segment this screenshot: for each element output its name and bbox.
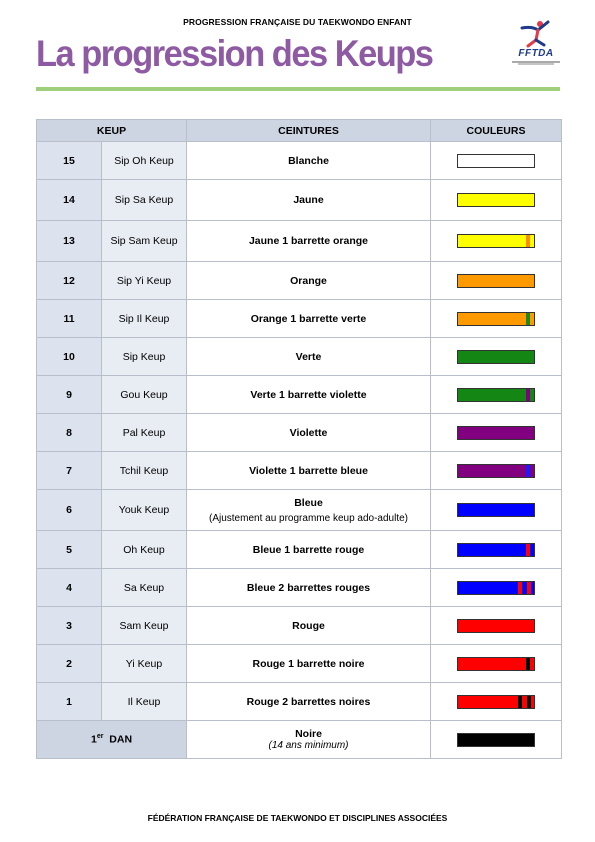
table-row — [37, 531, 562, 569]
belt-stripe — [527, 696, 531, 708]
table-row — [37, 142, 562, 180]
column-header-ceintures: CEINTURES — [187, 120, 431, 142]
belt-color-cell — [431, 531, 562, 569]
belt-swatch — [457, 464, 535, 478]
keup-name: Sam Keup — [102, 607, 187, 645]
dan-color-cell — [431, 721, 562, 759]
belt-color-cell — [431, 221, 562, 262]
keup-name: Sip Il Keup — [102, 300, 187, 338]
federation-logo — [510, 18, 562, 70]
belt-stripe — [527, 582, 531, 594]
keup-name: Sip Yi Keup — [102, 262, 187, 300]
green-divider — [36, 87, 560, 91]
belt-stripe — [518, 696, 522, 708]
belt-name: Rouge 1 barrette noire — [252, 657, 365, 670]
page-title: La progression des Keups — [36, 33, 433, 74]
keup-number: 13 — [37, 221, 102, 262]
table-row — [37, 569, 562, 607]
belt-name-cell — [187, 300, 431, 338]
table-row — [37, 414, 562, 452]
keup-number: 10 — [37, 338, 102, 376]
belt-swatch — [457, 426, 535, 440]
top-title: PROGRESSION FRANÇAISE DU TAEKWONDO ENFANT — [183, 17, 412, 27]
keup-table — [36, 119, 562, 759]
dan-text: DAN — [109, 733, 133, 746]
keup-number: 14 — [37, 180, 102, 221]
belt-name-cell — [187, 142, 431, 180]
table-row — [37, 180, 562, 221]
belt-name: Violette 1 barrette bleue — [249, 464, 368, 477]
belt-name: Verte — [295, 350, 322, 363]
belt-color-cell — [431, 569, 562, 607]
dan-ordinal: er — [96, 733, 104, 741]
belt-name-cell — [187, 645, 431, 683]
belt-color-cell — [431, 683, 562, 721]
belt-name: Jaune 1 barrette orange — [248, 235, 369, 247]
belt-stripe — [526, 658, 530, 670]
taekwondo-figure-icon — [510, 18, 562, 50]
keup-number: 8 — [37, 414, 102, 452]
dan-row — [37, 721, 562, 759]
belt-swatch — [457, 619, 535, 633]
keup-number: 15 — [37, 142, 102, 180]
belt-name-cell — [187, 683, 431, 721]
keup-name: Gou Keup — [102, 376, 187, 414]
belt-name-cell — [187, 221, 431, 262]
belt-name: Orange 1 barrette verte — [250, 312, 367, 325]
table-row — [37, 683, 562, 721]
belt-name-cell — [187, 452, 431, 490]
belt-swatch — [457, 154, 535, 168]
belt-color-cell — [431, 376, 562, 414]
belt-swatch — [457, 193, 535, 207]
belt-swatch — [457, 581, 535, 595]
belt-color-cell — [431, 490, 562, 531]
keup-name: Sip Sam Keup — [102, 221, 187, 262]
table-row — [37, 338, 562, 376]
belt-color-cell — [431, 452, 562, 490]
belt-name-cell — [187, 569, 431, 607]
belt-color-cell — [431, 607, 562, 645]
footer-text: FÉDÉRATION FRANÇAISE DE TAEKWONDO ET DISCIPLINES ASSOCIÉES — [147, 813, 448, 823]
keup-name: Sip Sa Keup — [102, 180, 187, 221]
belt-swatch — [457, 657, 535, 671]
belt-color-cell — [431, 262, 562, 300]
table-row — [37, 645, 562, 683]
keup-number: 7 — [37, 452, 102, 490]
belt-color-cell — [431, 645, 562, 683]
belt-swatch — [457, 312, 535, 326]
belt-swatch — [457, 543, 535, 557]
table-header-row — [37, 120, 562, 142]
keup-name: Tchil Keup — [102, 452, 187, 490]
keup-name: Sa Keup — [102, 569, 187, 607]
belt-name: Bleue 2 barrettes rouges — [246, 581, 371, 594]
belt-stripe — [526, 235, 530, 247]
keup-number: 4 — [37, 569, 102, 607]
belt-name: Jaune — [293, 194, 324, 206]
belt-stripe — [518, 582, 522, 594]
belt-name-cell — [187, 414, 431, 452]
belt-swatch-black — [457, 733, 535, 747]
table-row — [37, 607, 562, 645]
logo-tagline-icon — [512, 61, 560, 65]
belt-name-cell — [187, 180, 431, 221]
keup-number: 6 — [37, 490, 102, 531]
belt-swatch — [457, 695, 535, 709]
table-row — [37, 262, 562, 300]
keup-name: Oh Keup — [102, 531, 187, 569]
keup-number: 1 — [37, 683, 102, 721]
belt-stripe — [526, 389, 530, 401]
belt-color-cell — [431, 142, 562, 180]
dan-belt-note: (14 ans minimum) — [268, 740, 349, 751]
table-row — [37, 300, 562, 338]
belt-name: Violette — [289, 426, 328, 439]
belt-swatch — [457, 234, 535, 248]
belt-stripe — [526, 544, 530, 556]
keup-name: Pal Keup — [102, 414, 187, 452]
belt-color-cell — [431, 300, 562, 338]
belt-name-cell — [187, 376, 431, 414]
dan-belt-name: Noire — [295, 728, 322, 740]
table-row — [37, 221, 562, 262]
keup-number: 9 — [37, 376, 102, 414]
belt-note: (Ajustement au programme keup ado-adulte) — [209, 512, 408, 524]
belt-name: Bleue 1 barrette rouge — [252, 543, 365, 556]
keup-number: 11 — [37, 300, 102, 338]
keup-name: Sip Oh Keup — [102, 142, 187, 180]
dan-label — [37, 721, 187, 759]
column-header-keup: KEUP — [37, 120, 187, 142]
logo-text: FFTDA — [518, 48, 554, 59]
table-row — [37, 376, 562, 414]
keup-number: 12 — [37, 262, 102, 300]
belt-color-cell — [431, 180, 562, 221]
belt-stripe — [526, 465, 530, 477]
belt-swatch — [457, 274, 535, 288]
belt-name-cell — [187, 490, 431, 531]
belt-stripe — [526, 313, 530, 325]
table-row — [37, 490, 562, 531]
belt-name: Rouge — [292, 619, 325, 632]
keup-name: Youk Keup — [102, 490, 187, 531]
dan-number: 1 — [90, 733, 97, 746]
keup-name: Sip Keup — [102, 338, 187, 376]
belt-swatch — [457, 388, 535, 402]
belt-name: Orange — [290, 274, 327, 287]
keup-number: 5 — [37, 531, 102, 569]
belt-color-cell — [431, 338, 562, 376]
table-row — [37, 452, 562, 490]
belt-color-cell — [431, 414, 562, 452]
belt-name: Rouge 2 barrettes noires — [246, 695, 371, 708]
belt-name: Bleue — [294, 496, 323, 509]
keup-number: 2 — [37, 645, 102, 683]
belt-name: Verte 1 barrette violette — [250, 388, 367, 401]
belt-name-cell — [187, 607, 431, 645]
keup-name: Il Keup — [102, 683, 187, 721]
belt-swatch — [457, 503, 535, 517]
dan-belt-cell — [187, 721, 431, 759]
belt-name: Blanche — [288, 154, 329, 167]
column-header-couleurs: COULEURS — [431, 120, 562, 142]
belt-swatch — [457, 350, 535, 364]
belt-name-cell — [187, 531, 431, 569]
keup-number: 3 — [37, 607, 102, 645]
belt-name-cell — [187, 338, 431, 376]
keup-name: Yi Keup — [102, 645, 187, 683]
belt-name-cell — [187, 262, 431, 300]
